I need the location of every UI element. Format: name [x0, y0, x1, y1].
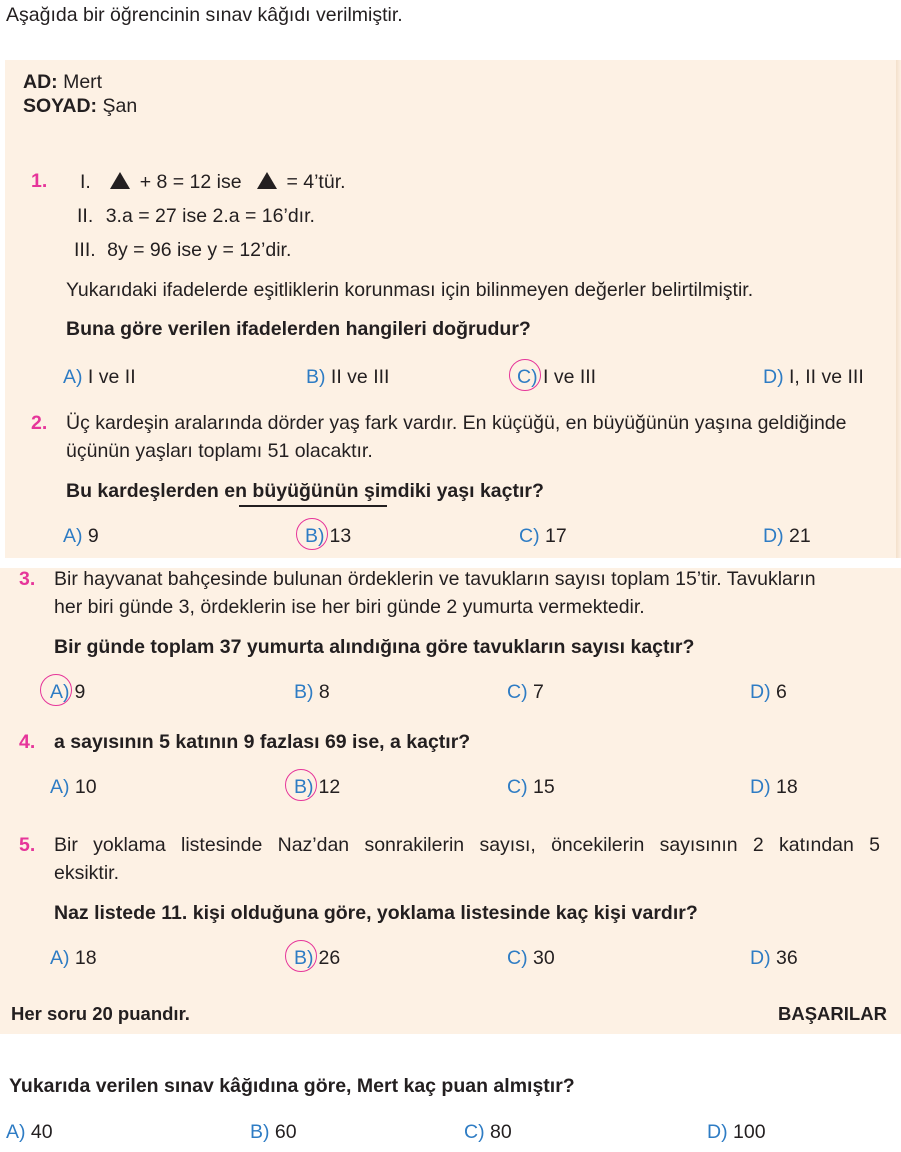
q5-line-1: Bir yoklama listesinde Naz’dan sonrakilerin sayısı, öncekilerin sayısının 2 katından 5: [54, 834, 880, 856]
q4-question: a sayısının 5 katının 9 fazlası 69 ise, a kaçtır?: [54, 731, 471, 753]
option-text: 9: [87, 525, 99, 547]
option-letter: D): [750, 776, 771, 798]
option-text: 8: [318, 681, 330, 703]
q4-option-c[interactable]: [507, 776, 555, 799]
option-letter: A): [50, 947, 70, 969]
option-letter: B): [250, 1121, 270, 1143]
q2-question-a: Bu kardeşlerden: [66, 480, 219, 502]
option-letter: D): [763, 366, 784, 388]
option-letter: A): [6, 1121, 26, 1143]
good-luck-text: BAŞARILAR: [778, 1003, 887, 1024]
option-text: 12: [318, 776, 341, 798]
q2-option-a[interactable]: [63, 525, 99, 548]
q5-line-2: eksiktir.: [54, 862, 120, 884]
question-3-number: 3.: [19, 568, 36, 590]
soyad-label: SOYAD:: [23, 95, 98, 117]
triangle-icon: [257, 172, 277, 189]
soyad-value: Şan: [102, 95, 138, 117]
q1-roman-3: III.: [74, 239, 96, 261]
option-letter: D): [763, 525, 784, 547]
option-text: 60: [274, 1121, 297, 1143]
q1-option-b[interactable]: [306, 366, 389, 389]
q5-option-d[interactable]: [750, 947, 798, 970]
option-letter: D): [750, 947, 771, 969]
ad-label: AD:: [23, 71, 58, 93]
q3-option-a[interactable]: [50, 681, 85, 704]
option-text: 18: [776, 776, 798, 798]
q5-question: Naz listede 11. kişi olduğuna göre, yoklama listesinde kaç kişi vardır?: [54, 902, 698, 924]
option-letter: B): [294, 681, 314, 703]
q3-option-c[interactable]: [507, 681, 544, 704]
q4-option-d[interactable]: [750, 776, 798, 799]
intro-text: Aşağıda bir öğrencinin sınav kâğıdı verilmiştir.: [6, 4, 403, 26]
option-text: 10: [74, 776, 97, 798]
option-text: 17: [545, 525, 567, 547]
student-surname: [23, 95, 137, 118]
question-2-number: 2.: [31, 412, 48, 434]
option-letter: C): [519, 525, 540, 547]
option-letter: C): [507, 776, 528, 798]
option-letter: A): [63, 366, 83, 388]
final-option-c[interactable]: [464, 1121, 512, 1144]
option-text: 100: [733, 1121, 766, 1143]
option-text: 21: [789, 525, 811, 547]
option-letter: B): [305, 525, 325, 547]
q1-statement-1: [80, 171, 346, 194]
q1-s3-text: 8y = 96 ise y = 12’dir.: [107, 239, 292, 261]
q4-option-a[interactable]: [50, 776, 97, 799]
option-text: 80: [490, 1121, 512, 1143]
option-letter: C): [464, 1121, 485, 1143]
option-text: 13: [329, 525, 352, 547]
q2-option-b[interactable]: [305, 525, 351, 548]
option-letter: B): [306, 366, 326, 388]
q2-question: [66, 480, 544, 503]
q2-option-d[interactable]: [763, 525, 811, 548]
q2-question-b: en büyüğünün: [224, 480, 359, 502]
option-letter: C): [517, 366, 538, 388]
q4-option-b[interactable]: [294, 776, 340, 799]
q1-s1-part-b: = 4’tür.: [286, 171, 346, 193]
option-letter: B): [294, 776, 314, 798]
q1-body: Yukarıdaki ifadelerde eşitliklerin korunması için bilinmeyen değerler belirtilmiştir.: [66, 279, 754, 301]
option-text: II ve III: [330, 366, 390, 388]
question-4-number: 4.: [19, 731, 36, 753]
option-letter: B): [294, 947, 314, 969]
q5-option-c[interactable]: [507, 947, 555, 970]
q1-roman-1: I.: [80, 171, 91, 193]
option-text: 15: [533, 776, 555, 798]
q2-question-c: şimdiki yaşı kaçtır?: [363, 480, 544, 502]
q3-line-2: her biri günde 3, ördeklerin ise her biri günde 2 yumurta vermektedir.: [54, 596, 645, 618]
q1-option-c[interactable]: [517, 366, 596, 389]
option-text: 7: [533, 681, 544, 703]
final-option-a[interactable]: [6, 1121, 53, 1144]
triangle-icon: [110, 172, 130, 189]
option-text: 26: [318, 947, 341, 969]
option-text: 40: [30, 1121, 53, 1143]
q3-option-b[interactable]: [294, 681, 330, 704]
q5-option-a[interactable]: [50, 947, 97, 970]
q5-option-b[interactable]: [294, 947, 340, 970]
underline: [239, 505, 387, 507]
option-letter: A): [50, 776, 70, 798]
q2-option-c[interactable]: [519, 525, 567, 548]
question-1-number: 1.: [31, 170, 48, 192]
option-letter: A): [63, 525, 83, 547]
q1-s2-text: 3.a = 27 ise 2.a = 16’dır.: [105, 205, 315, 227]
q2-line-1: Üç kardeşin aralarında dörder yaş fark vardır. En küçüğü, en büyüğünün yaşına geldiğinde: [66, 412, 847, 434]
final-question: Yukarıda verilen sınav kâğıdına göre, Mert kaç puan almıştır?: [9, 1075, 575, 1097]
option-text: I, II ve III: [789, 366, 864, 388]
q1-s1-part-a: + 8 = 12 ise: [139, 171, 242, 193]
q2-line-2: üçünün yaşları toplamı 51 olacaktır.: [66, 440, 373, 462]
option-text: I ve II: [87, 366, 136, 388]
option-text: 6: [776, 681, 787, 703]
option-letter: D): [707, 1121, 728, 1143]
option-text: 36: [776, 947, 798, 969]
q1-option-a[interactable]: [63, 366, 136, 389]
option-letter: A): [50, 681, 70, 703]
option-text: I ve III: [543, 366, 597, 388]
q3-line-1: Bir hayvanat bahçesinde bulunan ördeklerin ve tavukların sayısı toplam 15’tir. Tavukların: [54, 568, 816, 590]
option-text: 18: [74, 947, 97, 969]
ad-value: Mert: [63, 71, 103, 93]
q1-roman-2: II.: [77, 205, 94, 227]
question-5-number: 5.: [19, 834, 36, 856]
q1-statement-2: [77, 205, 315, 228]
student-name: [23, 71, 102, 94]
q3-option-d[interactable]: [750, 681, 787, 704]
q3-question: Bir günde toplam 37 yumurta alındığına göre tavukların sayısı kaçtır?: [54, 636, 695, 658]
option-text: 9: [74, 681, 86, 703]
option-text: 30: [533, 947, 555, 969]
final-option-d[interactable]: [707, 1121, 766, 1144]
q1-option-d[interactable]: [763, 366, 864, 389]
option-letter: C): [507, 947, 528, 969]
option-letter: D): [750, 681, 771, 703]
q1-statement-3: [74, 239, 291, 262]
final-option-b[interactable]: [250, 1121, 297, 1144]
option-letter: C): [507, 681, 528, 703]
score-note: Her soru 20 puandır.: [11, 1003, 190, 1024]
q1-question: Buna göre verilen ifadelerden hangileri doğrudur?: [66, 318, 531, 340]
